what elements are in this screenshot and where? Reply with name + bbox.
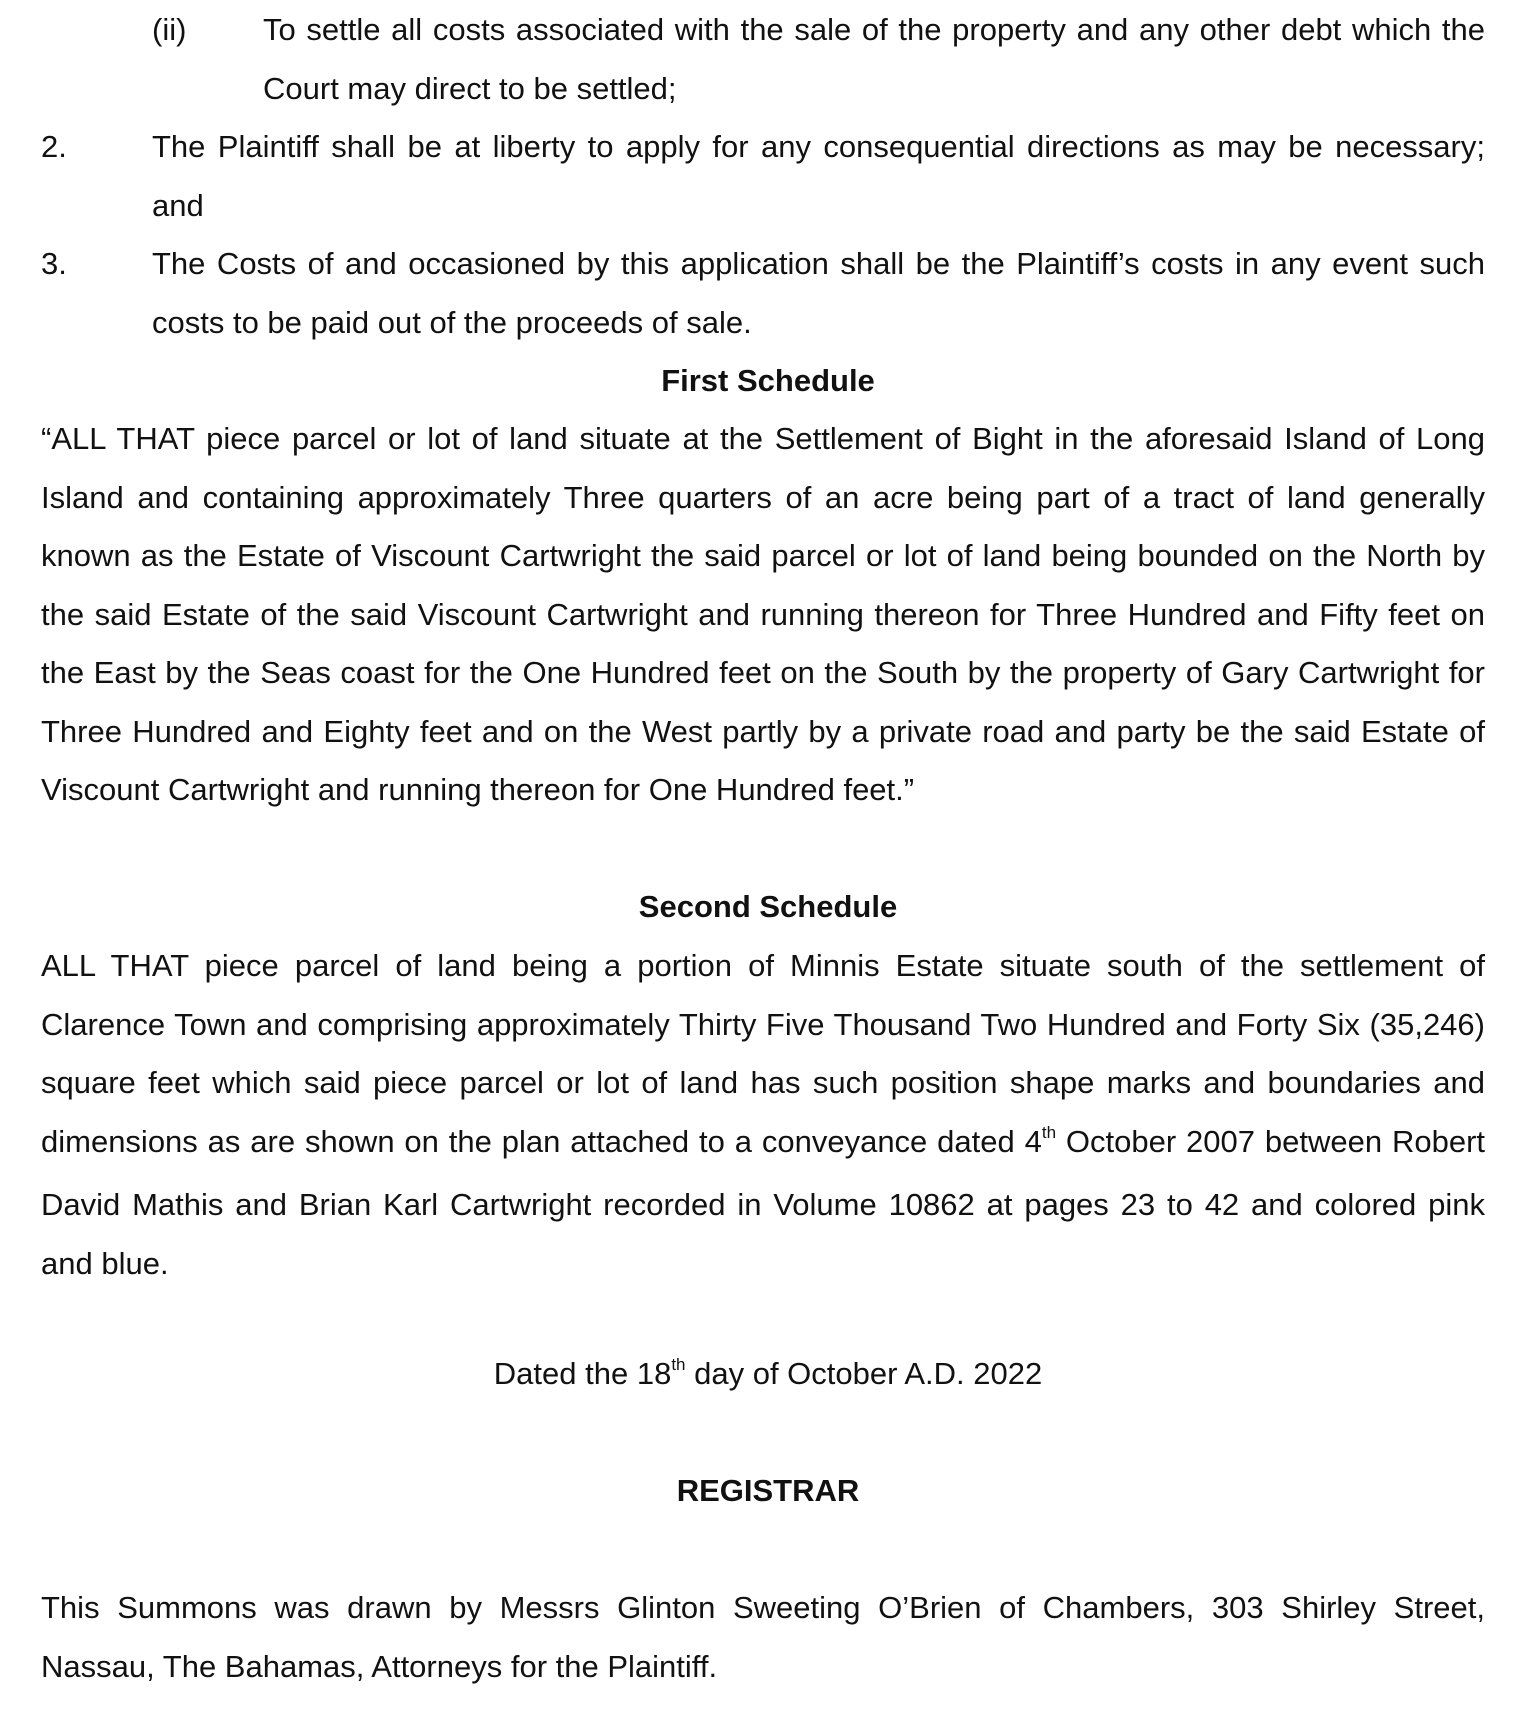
footer-text: This Summons was drawn by Messrs Glinton Sweeting O’Brien of Chambers, 303 Shirley Street, Nassau, The Bahamas, Attorneys for the Plaintiff. bbox=[41, 1590, 1485, 1684]
item-3-marker: 3. bbox=[41, 246, 67, 281]
second-schedule-superscript: th bbox=[1041, 1122, 1057, 1142]
second-schedule-heading: Second Schedule bbox=[638, 889, 898, 924]
item-2-marker: 2. bbox=[41, 129, 67, 164]
second-schedule-text bbox=[41, 937, 1485, 1293]
registrar-label: REGISTRAR bbox=[676, 1473, 860, 1508]
dated-line bbox=[0, 1345, 1536, 1409]
second-schedule-text-part2: October 2007 between Robert David Mathis and Brian Karl Cartwright recorded in Volume 10862 at pages 23 to 42 and colored pink and blue. bbox=[41, 1123, 1486, 1281]
item-ii-marker: (ii) bbox=[152, 12, 187, 47]
first-schedule-text: “ALL THAT piece parcel or lot of land situate at the Settlement of Bight in the aforesaid Island of Long Island and containing approximately Three quarters of an acre being part of a tract of land generally known as the Estate of Viscount Cartwright the said parcel or lot of land being bounded on the North by the said Estate of the said Viscount Cartwright and running thereon for Three Hundred and Fifty feet on the East by the Seas coast for the One Hundred feet on the South by the property of Gary Cartwright for Three Hundred and Eighty feet and on the West partly by a private road and party be the said Estate of Viscount Cartwright and running thereon for One Hundred feet.” bbox=[41, 421, 1485, 807]
item-3-text: The Costs of and occasioned by this application shall be the Plaintiff’s costs in any event such costs to be paid out of the proceeds of sale. bbox=[152, 246, 1485, 340]
item-2-text: The Plaintiff shall be at liberty to apply for any consequential directions as may be necessary; and bbox=[152, 129, 1485, 223]
item-ii-text: To settle all costs associated with the sale of the property and any other debt which the Court may direct to be settled; bbox=[263, 12, 1485, 106]
second-schedule-text-part1: ALL THAT piece parcel of land being a portion of Minnis Estate situate south of the settlement of Clarence Town and comprising approximately Thirty Five Thousand Two Hundred and Forty Six (35,246) square feet which said piece parcel or lot of land has such position shape marks and boundaries and dimensions as are shown on the plan attached to a conveyance dated 4 bbox=[41, 948, 1485, 1159]
dated-prefix: Dated the 18 bbox=[493, 1356, 672, 1391]
dated-superscript: th bbox=[671, 1355, 686, 1374]
first-schedule-heading: First Schedule bbox=[661, 363, 875, 398]
dated-suffix: day of October A.D. 2022 bbox=[685, 1356, 1043, 1391]
